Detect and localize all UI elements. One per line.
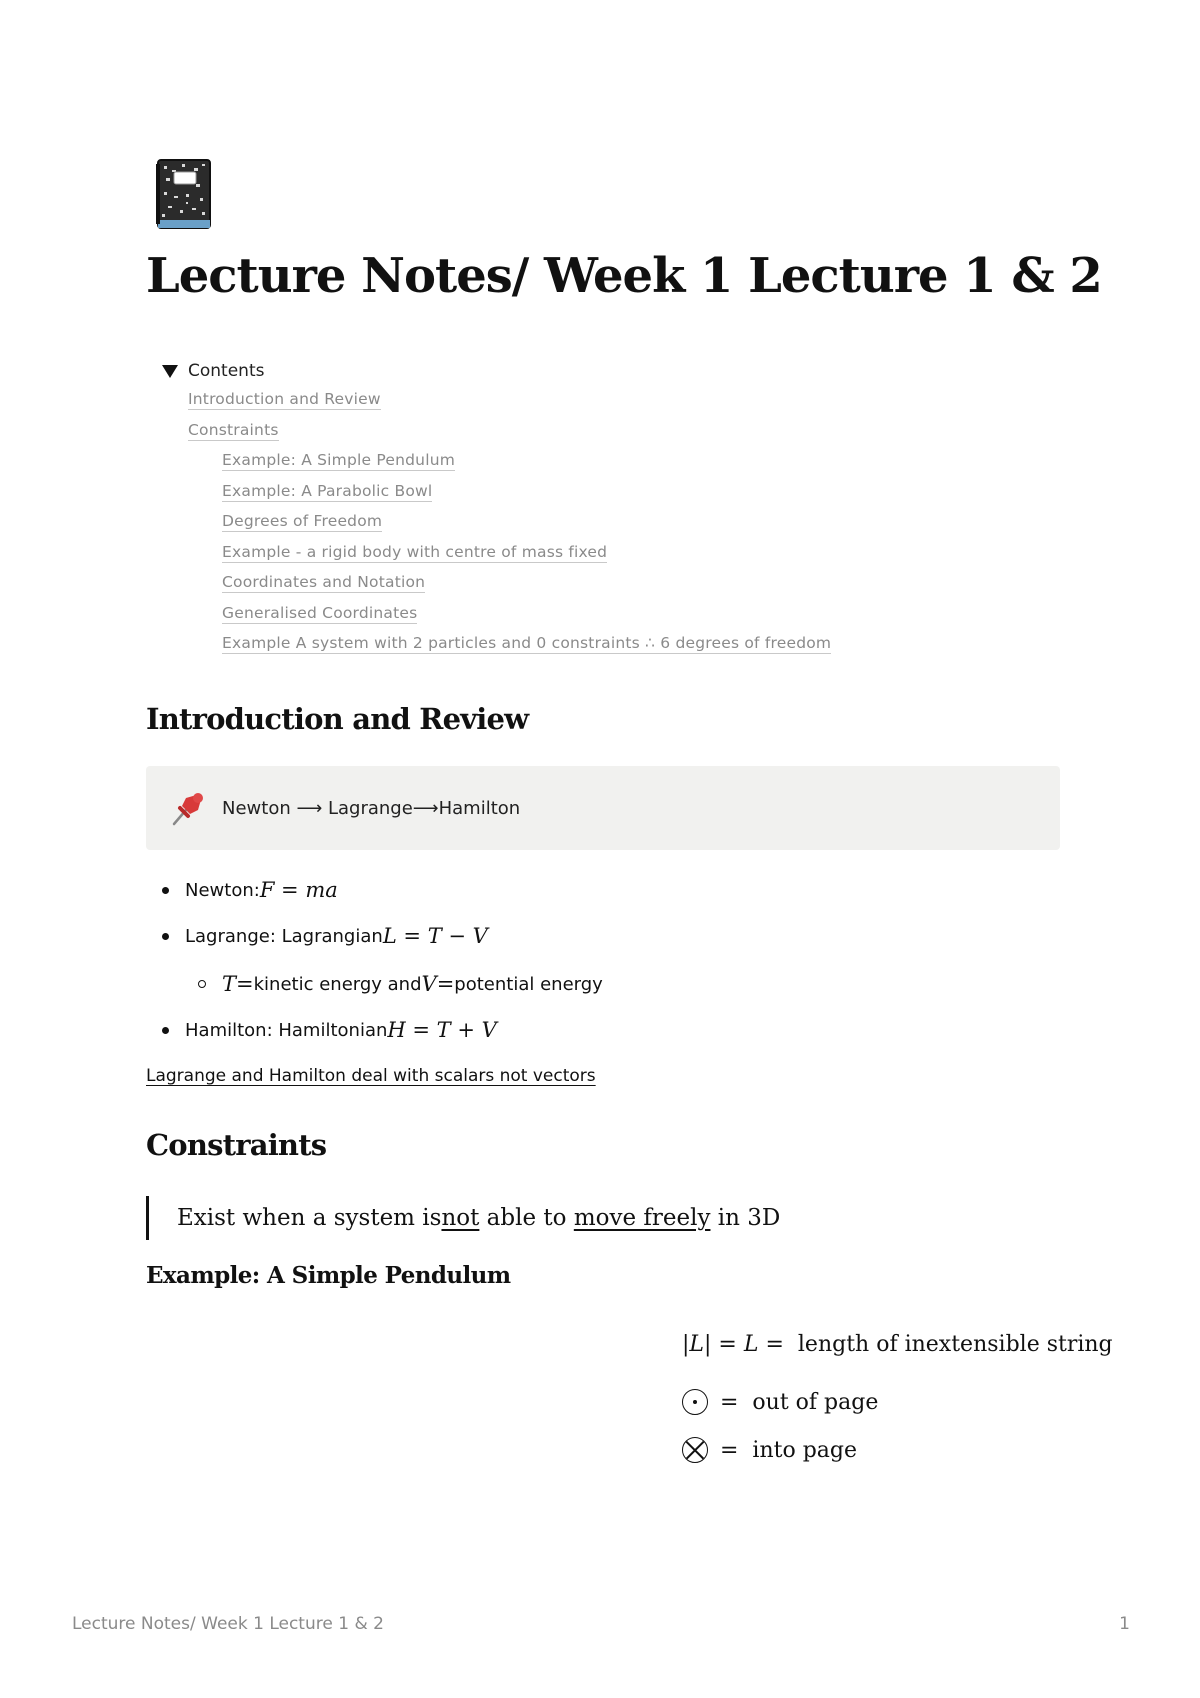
toc-item	[160, 476, 831, 507]
bullet-label: Hamilton: Hamiltonian	[185, 1019, 388, 1041]
callout-text: Newton ⟶ Lagrange⟶Hamilton	[222, 797, 521, 819]
table-of-contents	[160, 358, 831, 659]
toc-link[interactable]: Generalised Coordinates	[222, 603, 418, 622]
equation-row	[682, 1320, 1113, 1368]
equation-lhs: |L| = L =	[682, 1331, 784, 1357]
quote-underline: move freely	[573, 1205, 711, 1231]
toc-item	[160, 445, 831, 476]
equation-rhs: = out of page	[720, 1389, 879, 1415]
callout-block	[146, 766, 1060, 850]
toc-link[interactable]: Degrees of Freedom	[222, 512, 383, 530]
bullet-text: kinetic energy and	[253, 973, 422, 995]
toc-link[interactable]: Example: A Parabolic Bowl	[222, 481, 433, 500]
equals: =	[236, 972, 254, 996]
page-title: Lecture Notes/ Week 1 Lecture 1 & 2	[146, 248, 1102, 304]
toc-item	[160, 415, 831, 446]
equation-rhs: = into page	[720, 1437, 858, 1463]
cross-circle-icon	[682, 1437, 708, 1463]
list-item	[198, 966, 603, 1002]
equals: =	[436, 972, 455, 996]
toc-list	[160, 384, 831, 659]
symbol-V: V	[421, 972, 437, 996]
toc-item	[160, 567, 831, 598]
quote-text: Exist when a system is	[177, 1205, 442, 1231]
quote-block	[146, 1196, 780, 1240]
equation-block	[682, 1320, 1113, 1474]
toc-toggle[interactable]	[160, 358, 831, 384]
toc-link[interactable]: Example - a rigid body with centre of mass fixed	[222, 542, 608, 561]
heading-constraints: Constraints	[146, 1128, 327, 1162]
toc-item	[160, 537, 831, 568]
toc-link[interactable]: Coordinates and Notation	[222, 573, 426, 591]
footer-title: Lecture Notes/ Week 1 Lecture 1 & 2	[72, 1614, 384, 1634]
toc-item	[160, 506, 831, 537]
quote-text: able to	[479, 1205, 574, 1231]
toc-link[interactable]: Introduction and Review	[188, 390, 381, 408]
quote-text: in 3D	[710, 1205, 781, 1231]
toc-header-label: Contents	[188, 361, 265, 381]
bullet-text: potential energy	[454, 973, 603, 995]
toc-link[interactable]: Example A system with 2 particles and 0 constraints ∴ 6 degrees of freedom	[222, 634, 832, 652]
toc-link[interactable]: Example: A Simple Pendulum	[222, 451, 456, 469]
toc-item	[160, 628, 831, 659]
symbol-T: T	[222, 972, 237, 996]
footer-page-number: 1	[1119, 1614, 1130, 1634]
bullet-dot	[162, 887, 169, 894]
list-item	[162, 872, 338, 908]
equation: H = T + V	[387, 1018, 497, 1042]
equation-rhs: length of inextensible string	[797, 1331, 1113, 1357]
bullet-ring	[198, 980, 206, 988]
equation-row	[682, 1378, 1060, 1426]
equation: L = T − V	[382, 924, 488, 948]
heading-introduction: Introduction and Review	[146, 702, 529, 736]
list-item	[162, 1012, 497, 1048]
toc-link[interactable]: Constraints	[188, 420, 279, 439]
toc-item	[160, 384, 831, 415]
notebook-icon	[156, 158, 212, 230]
quote-underline: not	[441, 1205, 480, 1231]
equation: F = ma	[259, 878, 338, 902]
bullet-dot	[162, 933, 169, 940]
note-text: Lagrange and Hamilton deal with scalars not vectors	[146, 1066, 596, 1086]
heading-simple-pendulum: Example: A Simple Pendulum	[146, 1262, 511, 1289]
toc-item	[160, 598, 831, 629]
list-item	[162, 918, 488, 954]
bullet-label: Lagrange: Lagrangian	[185, 925, 383, 947]
dot-circle-icon	[682, 1389, 708, 1415]
triangle-down-icon[interactable]	[162, 365, 178, 378]
bullet-dot	[162, 1027, 169, 1034]
equation-row	[682, 1426, 1060, 1474]
bullet-label: Newton:	[185, 879, 260, 901]
pushpin-icon	[168, 788, 208, 828]
